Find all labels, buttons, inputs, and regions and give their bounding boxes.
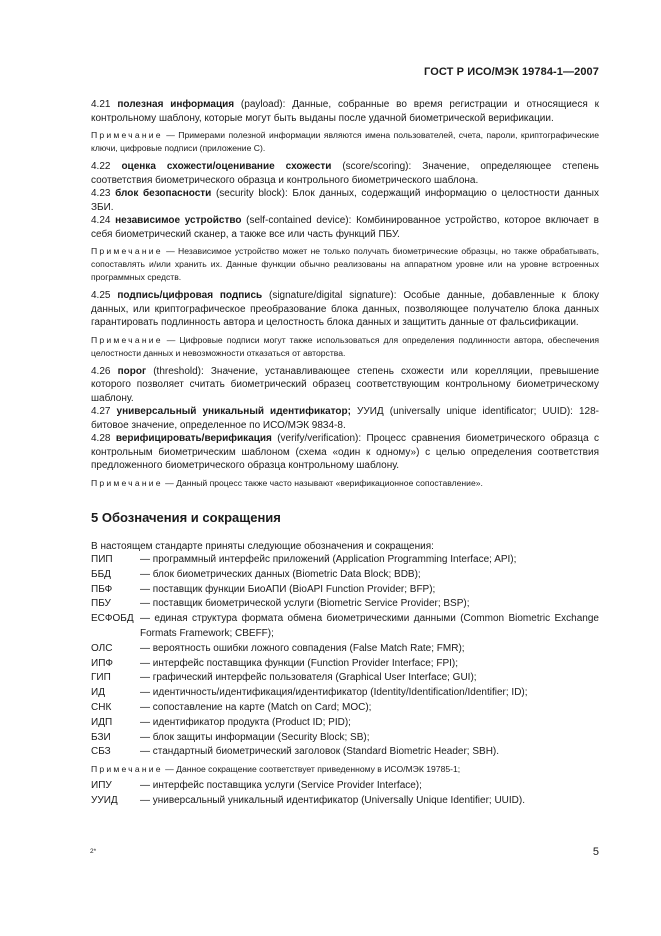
- note-text: — Данный процесс также часто называют «верификационное сопоставление».: [162, 477, 483, 488]
- abbreviation-key: ИПФ: [91, 657, 113, 669]
- entry-4-23: [91, 187, 599, 214]
- entry-number: 4.28: [91, 433, 111, 444]
- entry-number: 4.23: [91, 188, 111, 199]
- abbreviation-row: [91, 553, 599, 568]
- entry-definition: (verify/verification): Процесс сравнения биометрического образца с контрольным биометрическим шаблоном (схема «один к одному») с целью определения соответствия предложенного биометрического образца контрольному шаблону.: [91, 433, 600, 471]
- abbreviation-row: [91, 731, 599, 746]
- note-4-21: [91, 129, 599, 155]
- abbreviation-value: — вероятность ошибки ложного совпадения (False Match Rate; FMR);: [140, 642, 465, 654]
- abbreviation-key: ОЛС: [91, 642, 113, 654]
- entry-definition: (security block): Блок данных, содержащий информацию о целостности данных ЗБИ.: [91, 188, 599, 213]
- entry-4-24: [91, 214, 599, 241]
- abbreviation-list-2: [91, 779, 599, 809]
- abbreviation-row: [91, 701, 599, 716]
- entry-number: 4.24: [91, 215, 111, 226]
- abbreviation-row: [91, 642, 599, 657]
- abbreviation-key: ИПУ: [91, 780, 112, 792]
- entry-term: порог: [117, 365, 147, 377]
- note-text: — Цифровые подписи могут также использоваться для определения подлинности автора, обеспечения целостности данных и невозможности отказаться от авторства.: [91, 334, 599, 358]
- entry-4-25: [91, 289, 599, 330]
- abbreviation-value: — поставщик функции БиоАПИ (BioAPI Function Provider; BFP);: [140, 583, 436, 595]
- note-text: — Независимое устройство может не только получать биометрические образцы, но также обрабатывать, сопоставлять и/или хранить их. Данные функции обычно реализованы на аппаратном уровне или на уровне встроенных программных средств.: [91, 246, 599, 282]
- abbreviation-key: УУИД: [91, 794, 118, 806]
- entry-4-22: [91, 160, 599, 187]
- abbreviation-value: — стандартный биометрический заголовок (Standard Biometric Header; SBH).: [140, 746, 500, 758]
- abbreviation-key: ИД: [91, 687, 105, 699]
- entry-4-28: [91, 432, 599, 473]
- note-4-28: [91, 477, 599, 490]
- abbreviation-row: [91, 794, 599, 809]
- abbreviation-key: СБЗ: [91, 746, 111, 758]
- note-label: Примечание: [91, 246, 163, 256]
- entry-number: 4.22: [91, 161, 111, 172]
- page-number: 5: [592, 846, 599, 858]
- note-label: Примечание: [91, 764, 163, 775]
- abbreviation-row: [91, 583, 599, 598]
- note-text: — Примерами полезной информации являются имена пользователей, счета, пароли, криптографические ключи, цифровые подписи (приложение С).: [91, 130, 599, 153]
- abbreviation-value: — единая структура формата обмена биометрическими данными (Common Biometric Exchange Formats Framework; CBEFF);: [140, 613, 599, 639]
- entry-definition: УУИД (universally unique identificator; UUID): 128-битовое значение, определенное по ИСО/МЭК 9834-8.: [91, 406, 599, 431]
- note-label: Примечание: [91, 477, 163, 488]
- abbreviation-key: ПБУ: [91, 598, 111, 610]
- entry-number: 4.27: [91, 406, 111, 417]
- entry-term: оценка схожести/оценивание схожести: [121, 161, 332, 172]
- entry-term: полезная информация: [117, 99, 235, 110]
- abbreviation-row: [91, 657, 599, 672]
- abbreviation-value: — идентичность/идентификация/идентификатор (Identity/Identification/Identifier; ID);: [140, 687, 528, 699]
- entry-number: 4.21: [91, 99, 111, 110]
- document-header: ГОСТ Р ИСО/МЭК 19784-1—2007: [424, 66, 599, 78]
- entry-term: верифицировать/верификация: [115, 433, 272, 444]
- section-5-title: 5 Обозначения и сокращения: [91, 509, 281, 525]
- abbreviation-value: — интерфейс поставщика функции (Function Provider Interface; FPI);: [140, 657, 458, 669]
- abbreviation-value: — поставщик биометрической услуги (Biometric Service Provider; BSP);: [140, 598, 470, 610]
- abbreviation-row: [91, 597, 599, 612]
- abbreviation-key: ИДП: [91, 716, 113, 728]
- note-text: — Данное сокращение соответствует приведенному в ИСО/МЭК 19785-1;: [162, 764, 461, 775]
- abbreviation-value: — интерфейс поставщика услуги (Service Provider Interface);: [140, 780, 422, 792]
- document-body: [91, 98, 599, 809]
- abbreviation-key: БЗИ: [91, 731, 111, 743]
- abbreviation-value: — идентификатор продукта (Product ID; PID);: [140, 716, 351, 728]
- entry-4-21: [91, 98, 599, 125]
- entry-term: универсальный уникальный идентификатор;: [116, 406, 351, 417]
- abbreviation-key: ПИП: [91, 554, 113, 565]
- abbreviation-row: [91, 745, 599, 760]
- entry-definition: (threshold): Значение, устанавливающее степень схожести или корелляции, превышение которого позволяет считать биометрический образец соответствующим контрольному биометрическому шаблону.: [91, 365, 600, 404]
- abbreviation-value: — универсальный уникальный идентификатор (Universally Unique Identifier; UUID).: [140, 794, 526, 806]
- abbreviation-key: ПБФ: [91, 583, 113, 595]
- note-4-24: [91, 245, 599, 284]
- note-section-5: [91, 763, 599, 776]
- abbreviation-list: [91, 553, 599, 760]
- abbreviation-row: [91, 779, 599, 794]
- entry-definition: (self-contained device): Комбинированное устройство, которое включает в себя биометрический сканер, а также все или часть функций ПБУ.: [91, 215, 599, 240]
- abbreviation-value: — программный интерфейс приложений (Application Programming Interface; API);: [140, 554, 517, 565]
- entry-definition: (signature/digital signature): Особые данные, добавленные к блоку данных, или криптографическое преобразование блока данных, позволяющее получателю блока данных гарантировать подлинность автора и целостность блока данных и защитить данные от фальсификации.: [91, 290, 599, 328]
- abbreviation-key: ББД: [91, 568, 111, 580]
- entry-term: подпись/цифровая подпись: [117, 290, 263, 301]
- footer-sheet-mark: 2*: [90, 848, 97, 855]
- entry-number: 4.26: [91, 365, 111, 377]
- abbreviation-row: [91, 671, 599, 686]
- entry-definition: (payload): Данные, собранные во время регистрации и относящиеся к контрольному шаблону, которые могут быть выданы после удачной биометрической верификации.: [91, 99, 599, 124]
- entry-term: блок безопасности: [115, 188, 212, 199]
- abbreviation-key: СНК: [91, 701, 112, 713]
- abbreviation-row: [91, 686, 599, 701]
- abbreviation-row: [91, 568, 599, 583]
- abbreviation-row: [91, 716, 599, 731]
- abbreviation-key: ЕСФОБД: [91, 613, 134, 625]
- entry-4-27: [91, 405, 599, 432]
- entry-number: 4.25: [91, 290, 111, 301]
- abbreviation-key: ГИП: [91, 672, 111, 684]
- abbreviation-value: — графический интерфейс пользователя (Graphical User Interface; GUI);: [140, 672, 477, 684]
- abbreviation-row: [91, 612, 599, 642]
- entry-4-26: [91, 365, 599, 406]
- note-label: Примечание: [91, 130, 163, 140]
- section-5-intro: В настоящем стандарте приняты следующие обозначения и сокращения:: [91, 540, 434, 552]
- entry-definition: (score/scoring): Значение, определяющее степень соответствия биометрического образца и контрольного биометрического шаблона.: [91, 161, 599, 186]
- abbreviation-value: — сопоставление на карте (Match on Card; MOC);: [140, 701, 372, 713]
- abbreviation-value: — блок защиты информации (Security Block; SB);: [140, 731, 370, 743]
- abbreviation-value: — блок биометрических данных (Biometric Data Block; BDB);: [140, 568, 421, 580]
- note-label: Примечание: [91, 334, 163, 345]
- entry-term: независимое устройство: [115, 215, 242, 226]
- note-4-25: [91, 334, 599, 360]
